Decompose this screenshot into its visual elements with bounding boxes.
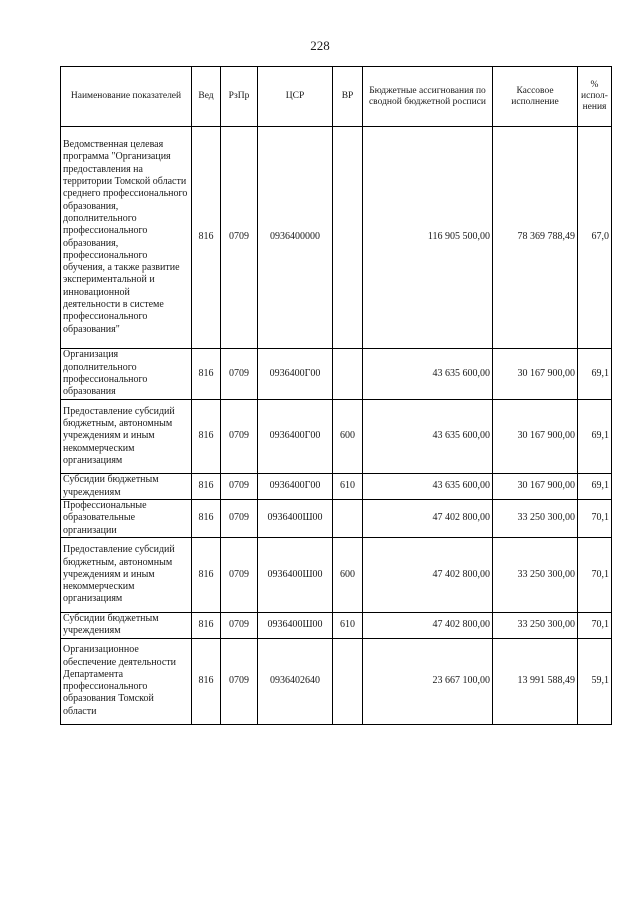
row-ved: 816	[192, 349, 221, 400]
row-name: Профессиональные образовательные организации	[61, 500, 192, 538]
row-assignments: 116 905 500,00	[363, 127, 493, 349]
row-execution-percent: 70,1	[578, 538, 612, 613]
row-cash-execution: 30 167 900,00	[493, 349, 578, 400]
header-vr: ВР	[333, 67, 363, 127]
row-assignments: 23 667 100,00	[363, 638, 493, 724]
row-vr	[333, 349, 363, 400]
row-csr: 0936400Г00	[258, 349, 333, 400]
row-csr: 0936400Ш00	[258, 613, 333, 639]
row-name: Ведомственная целевая программа "Организация предоставления на территории Томской области среднего профессионального образования, дополнительного профессионального образования, профессионального обучения, а также развитие экспериментальной и инновационной деятельности в системе профессионального образования"	[61, 127, 192, 349]
row-cash-execution: 33 250 300,00	[493, 500, 578, 538]
table-row	[61, 400, 612, 474]
header-csr: ЦСР	[258, 67, 333, 127]
row-vr: 610	[333, 474, 363, 500]
row-ved: 816	[192, 400, 221, 474]
row-ved: 816	[192, 638, 221, 724]
row-assignments: 43 635 600,00	[363, 400, 493, 474]
row-rzpr: 0709	[221, 349, 258, 400]
row-cash-execution: 33 250 300,00	[493, 538, 578, 613]
row-name: Предоставление субсидий бюджетным, автономным учреждениям и иным некоммерческим организациям	[61, 400, 192, 474]
row-rzpr: 0709	[221, 500, 258, 538]
row-csr: 0936400Г00	[258, 400, 333, 474]
row-rzpr: 0709	[221, 613, 258, 639]
row-csr: 0936400Ш00	[258, 538, 333, 613]
row-name: Предоставление субсидий бюджетным, автономным учреждениям и иным некоммерческим организациям	[61, 538, 192, 613]
header-ved: Вед	[192, 67, 221, 127]
row-cash-execution: 30 167 900,00	[493, 400, 578, 474]
row-execution-percent: 59,1	[578, 638, 612, 724]
row-ved: 816	[192, 538, 221, 613]
row-assignments: 47 402 800,00	[363, 500, 493, 538]
table-row	[61, 538, 612, 613]
row-vr	[333, 638, 363, 724]
header-assignments: Бюджетные ассигнования по сводной бюджетной росписи	[363, 67, 493, 127]
row-assignments: 47 402 800,00	[363, 613, 493, 639]
row-assignments: 43 635 600,00	[363, 349, 493, 400]
row-csr: 0936400Ш00	[258, 500, 333, 538]
row-name: Субсидии бюджетным учреждениям	[61, 613, 192, 639]
row-execution-percent: 69,1	[578, 349, 612, 400]
row-assignments: 43 635 600,00	[363, 474, 493, 500]
row-ved: 816	[192, 500, 221, 538]
row-execution-percent: 69,1	[578, 400, 612, 474]
table-row	[61, 500, 612, 538]
row-vr	[333, 500, 363, 538]
row-rzpr: 0709	[221, 127, 258, 349]
row-cash-execution: 13 991 588,49	[493, 638, 578, 724]
row-assignments: 47 402 800,00	[363, 538, 493, 613]
row-vr: 610	[333, 613, 363, 639]
header-execution-percent: % испол-нения	[578, 67, 612, 127]
row-vr: 600	[333, 538, 363, 613]
row-name: Организационное обеспечение деятельности Департамента профессионального образования Томской области	[61, 638, 192, 724]
table-row	[61, 349, 612, 400]
row-vr: 600	[333, 400, 363, 474]
row-name: Организация дополнительного профессионального образования	[61, 349, 192, 400]
table-row	[61, 127, 612, 349]
header-rzpr: РзПр	[221, 67, 258, 127]
row-vr	[333, 127, 363, 349]
budget-table	[60, 66, 612, 725]
row-rzpr: 0709	[221, 400, 258, 474]
row-execution-percent: 67,0	[578, 127, 612, 349]
row-csr: 0936400Г00	[258, 474, 333, 500]
row-name: Субсидии бюджетным учреждениям	[61, 474, 192, 500]
table-row	[61, 474, 612, 500]
row-cash-execution: 30 167 900,00	[493, 474, 578, 500]
header-name: Наименование показателей	[61, 67, 192, 127]
header-cash-execution: Кассовое исполнение	[493, 67, 578, 127]
row-rzpr: 0709	[221, 538, 258, 613]
row-ved: 816	[192, 613, 221, 639]
row-csr: 0936400000	[258, 127, 333, 349]
row-ved: 816	[192, 474, 221, 500]
row-rzpr: 0709	[221, 638, 258, 724]
table-row	[61, 613, 612, 639]
row-csr: 0936402640	[258, 638, 333, 724]
page-number: 228	[310, 38, 330, 53]
row-ved: 816	[192, 127, 221, 349]
row-cash-execution: 33 250 300,00	[493, 613, 578, 639]
row-cash-execution: 78 369 788,49	[493, 127, 578, 349]
table-row	[61, 638, 612, 724]
row-execution-percent: 69,1	[578, 474, 612, 500]
row-execution-percent: 70,1	[578, 613, 612, 639]
table-header	[61, 67, 612, 127]
row-rzpr: 0709	[221, 474, 258, 500]
row-execution-percent: 70,1	[578, 500, 612, 538]
